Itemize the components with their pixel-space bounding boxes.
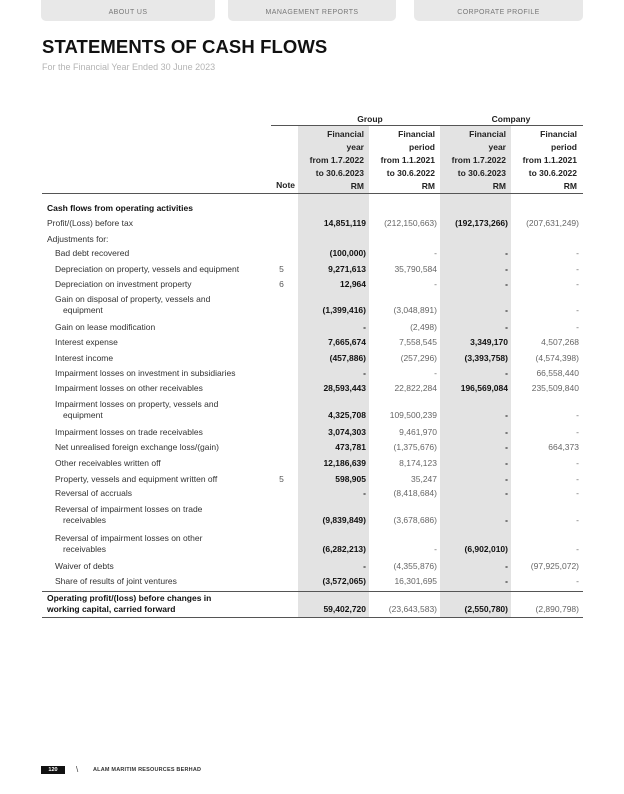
row-label: Other receivables written off xyxy=(55,458,161,468)
tab-about-us[interactable]: ABOUT US xyxy=(41,0,215,21)
cell-value: - xyxy=(363,368,366,378)
cell-value: - xyxy=(505,474,508,484)
cell-value: 4,507,268 xyxy=(541,337,579,347)
cell-value: 16,301,695 xyxy=(394,576,437,586)
cell-value: (2,498) xyxy=(410,322,437,332)
row-label: Reversal of impairment losses on trade receivables xyxy=(55,504,203,525)
cell-value: - xyxy=(505,410,508,420)
top-nav-tabs xyxy=(41,0,583,22)
header-bottom-rule xyxy=(42,193,583,194)
cell-value: (212,150,663) xyxy=(384,218,437,228)
cell-value: 7,665,674 xyxy=(328,337,366,347)
cell-value: 196,569,084 xyxy=(460,383,508,393)
row-label: Interest expense xyxy=(55,337,118,347)
cell-value: - xyxy=(505,305,508,315)
cell-value: - xyxy=(576,248,579,258)
row-label: Reversal of impairment losses on other receivables xyxy=(55,533,203,554)
cell-value: (207,631,249) xyxy=(526,218,579,228)
note-header: Note xyxy=(276,180,295,190)
company-header-rule xyxy=(440,125,583,126)
row-label: Share of results of joint ventures xyxy=(55,576,177,586)
column-header-group-fp2022: Financial period from 1.1.2021 to 30.6.2022 RM xyxy=(380,129,435,191)
company-header: Company xyxy=(491,114,531,124)
cell-value: 35,247 xyxy=(411,474,437,484)
cell-value: 28,593,443 xyxy=(323,383,366,393)
cell-value: - xyxy=(576,576,579,586)
group-header: Group xyxy=(357,114,383,124)
cell-value: - xyxy=(576,515,579,525)
cell-value: 598,905 xyxy=(335,474,366,484)
cell-value: (1,399,416) xyxy=(322,305,366,315)
cell-value: - xyxy=(576,279,579,289)
cell-value: (3,678,686) xyxy=(393,515,437,525)
cell-value: (9,839,849) xyxy=(322,515,366,525)
cell-value: (257,296) xyxy=(400,353,437,363)
tab-corporate-profile[interactable]: CORPORATE PROFILE xyxy=(414,0,583,21)
cell-value: - xyxy=(363,561,366,571)
cell-value: (457,886) xyxy=(329,353,366,363)
cell-value: (97,925,072) xyxy=(530,561,579,571)
page-title: STATEMENTS OF CASH FLOWS xyxy=(42,36,328,57)
cell-value: - xyxy=(505,264,508,274)
cell-value: - xyxy=(505,515,508,525)
cell-value: 35,790,584 xyxy=(394,264,437,274)
cell-value: 66,558,440 xyxy=(536,368,579,378)
cell-value: (2,890,798) xyxy=(535,604,579,614)
cell-value: (4,574,398) xyxy=(535,353,579,363)
cell-value: - xyxy=(576,544,579,554)
row-label: Cash flows from operating activities xyxy=(47,203,193,213)
cell-value: - xyxy=(505,248,508,258)
cell-value: 22,822,284 xyxy=(394,383,437,393)
cell-value: 12,186,639 xyxy=(323,458,366,468)
cell-value: 664,373 xyxy=(548,442,579,452)
cell-value: 235,509,840 xyxy=(531,383,579,393)
cell-value: - xyxy=(576,322,579,332)
cell-value: (6,282,213) xyxy=(322,544,366,554)
cell-value: (6,902,010) xyxy=(464,544,508,554)
cell-value: - xyxy=(505,368,508,378)
cell-value: - xyxy=(576,264,579,274)
cell-value: - xyxy=(505,458,508,468)
row-label: Adjustments for: xyxy=(47,234,109,244)
cell-value: - xyxy=(434,544,437,554)
cell-value: 12,964 xyxy=(340,279,366,289)
row-label: Impairment losses on investment in subsidiaries xyxy=(55,368,236,378)
row-label: Impairment losses on trade receivables xyxy=(55,427,203,437)
page-subtitle: For the Financial Year Ended 30 June 2023 xyxy=(42,62,216,72)
cell-value: 14,851,119 xyxy=(323,218,366,228)
cell-value: - xyxy=(576,410,579,420)
column-header-group-fy2023: Financial year from 1.7.2022 to 30.6.2023 RM xyxy=(309,129,364,191)
subtotal-top-rule xyxy=(42,591,583,592)
cell-value: (1,375,676) xyxy=(393,442,437,452)
row-label: Property, vessels and equipment written off xyxy=(55,474,218,484)
row-label: Net unrealised foreign exchange loss/(gain) xyxy=(55,442,219,452)
cell-value: - xyxy=(505,322,508,332)
row-label: Reversal of accruals xyxy=(55,488,133,498)
group-header-rule xyxy=(271,125,440,126)
cell-value: (2,550,780) xyxy=(464,604,508,614)
cell-value: - xyxy=(505,576,508,586)
cell-value: (3,572,065) xyxy=(322,576,366,586)
row-label: Gain on disposal of property, vessels and equipment xyxy=(55,294,211,315)
row-label: Interest income xyxy=(55,353,114,363)
cell-value: - xyxy=(576,458,579,468)
cell-value: 9,271,613 xyxy=(328,264,366,274)
row-note: 6 xyxy=(279,279,284,289)
cell-value: 9,461,970 xyxy=(399,427,437,437)
cell-value: (23,643,583) xyxy=(388,604,437,614)
cell-value: 4,325,708 xyxy=(328,410,366,420)
row-label: Impairment losses on other receivables xyxy=(55,383,203,393)
footer-company-name: ALAM MARITIM RESOURCES BERHAD xyxy=(93,767,202,773)
cell-value: - xyxy=(576,427,579,437)
cell-value: - xyxy=(505,561,508,571)
cell-value: - xyxy=(576,474,579,484)
row-note: 5 xyxy=(279,474,284,484)
cell-value: 473,781 xyxy=(335,442,366,452)
cell-value: - xyxy=(434,248,437,258)
cell-value: (192,173,266) xyxy=(455,218,508,228)
row-label: Bad debt recovered xyxy=(55,248,130,258)
row-label: Impairment losses on property, vessels and equipment xyxy=(55,399,219,420)
tab-management-reports[interactable]: MANAGEMENT REPORTS xyxy=(228,0,396,21)
subtotal-bottom-rule xyxy=(42,617,583,618)
column-header-company-fy2023: Financial year from 1.7.2022 to 30.6.2023 RM xyxy=(451,129,506,191)
cell-value: (100,000) xyxy=(329,248,366,258)
cell-value: 3,349,170 xyxy=(470,337,508,347)
cell-value: 3,074,303 xyxy=(328,427,366,437)
cell-value: - xyxy=(434,279,437,289)
cell-value: (3,393,758) xyxy=(464,353,508,363)
column-header-company-fp2022: Financial period from 1.1.2021 to 30.6.2022 RM xyxy=(522,129,577,191)
row-label: Depreciation on property, vessels and equipment xyxy=(55,264,240,274)
footer-divider: \ xyxy=(76,765,79,774)
row-label: Gain on lease modification xyxy=(55,322,156,332)
cell-value: 7,558,545 xyxy=(399,337,437,347)
row-label: Operating profit/(loss) before changes in working capital, carried forward xyxy=(47,593,212,614)
cell-value: - xyxy=(576,488,579,498)
cell-value: (3,048,891) xyxy=(393,305,437,315)
cell-value: - xyxy=(505,488,508,498)
row-label: Depreciation on investment property xyxy=(55,279,192,289)
cell-value: 8,174,123 xyxy=(399,458,437,468)
row-label: Waiver of debts xyxy=(55,561,114,571)
cell-value: - xyxy=(505,442,508,452)
cell-value: - xyxy=(505,427,508,437)
row-label: Profit/(Loss) before tax xyxy=(47,218,133,228)
cell-value: - xyxy=(363,488,366,498)
page-number: 120 xyxy=(41,766,65,774)
cell-value: - xyxy=(434,368,437,378)
cell-value: - xyxy=(576,305,579,315)
cell-value: 59,402,720 xyxy=(323,604,366,614)
cell-value: 109,500,239 xyxy=(389,410,437,420)
cell-value: (8,418,684) xyxy=(393,488,437,498)
row-note: 5 xyxy=(279,264,284,274)
cell-value: (4,355,876) xyxy=(393,561,437,571)
cell-value: - xyxy=(363,322,366,332)
cell-value: - xyxy=(505,279,508,289)
